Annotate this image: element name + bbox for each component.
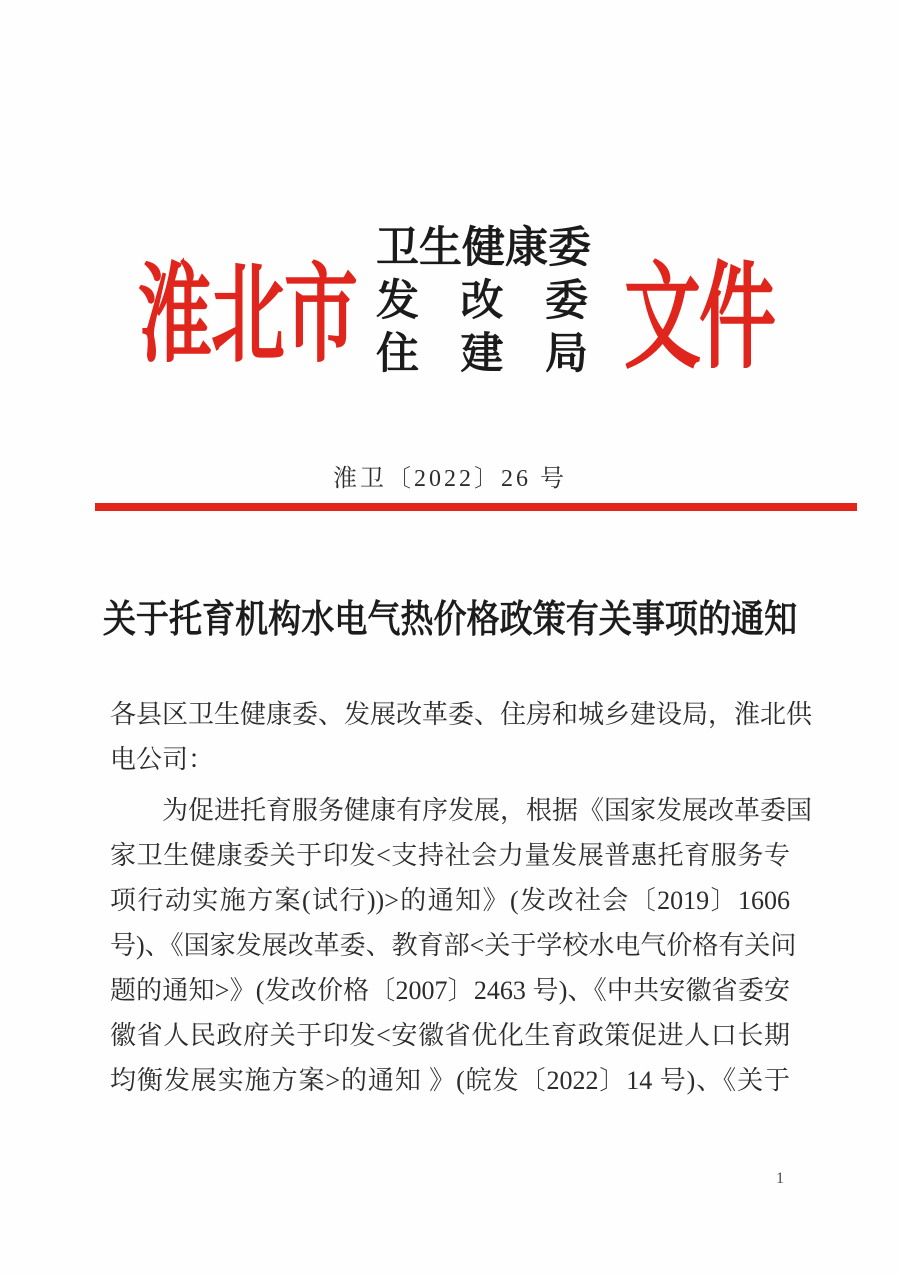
salutation-line: 各县区卫生健康委、发展改革委、住房和城乡建设局，淮北供 (110, 700, 813, 729)
red-rule-divider (95, 503, 857, 511)
agency-housing-construction-bureau: 住建局 (376, 331, 588, 378)
body-line: 号)、《国家发展改革委、教育部<关于学校水电气价格有关问 (110, 931, 797, 960)
body-line: 均衡发展实施方案>的通知 》(皖发〔2022〕14 号)、《关于 (110, 1066, 790, 1095)
document-body (110, 692, 813, 1103)
agency-development-reform-commission: 发改委 (376, 278, 588, 325)
page-number: 1 (776, 1170, 784, 1187)
issuing-city-name: 淮北市 (138, 257, 357, 377)
letterhead (0, 0, 900, 430)
salutation-line: 电公司： (110, 745, 215, 774)
body-line: 徽省人民政府关于印发<安徽省优化生育政策促进人口长期 (110, 1021, 790, 1050)
document-title (0, 596, 900, 652)
agency-health-commission: 卫生健康委 (376, 225, 591, 272)
body-line: 为促进托育服务健康有序发展，根据《国家发展改革委国 (162, 796, 813, 825)
document-title-text: 关于托育机构水电气热价格政策有关事项的通知 (102, 599, 798, 641)
body-line: 家卫生健康委关于印发<支持社会力量发展普惠托育服务专 (110, 841, 790, 870)
issuing-agency-list (376, 225, 591, 385)
body-line: 项行动实施方案(试行))>的通知》(发改社会〔2019〕1606 (110, 886, 790, 915)
document-type-label: 文件 (624, 253, 774, 383)
document-number: 淮卫〔2022〕26 号 (333, 466, 567, 492)
body-line: 题的通知>》(发改价格〔2007〕2463 号)、《中共安徽省委安 (110, 976, 790, 1005)
